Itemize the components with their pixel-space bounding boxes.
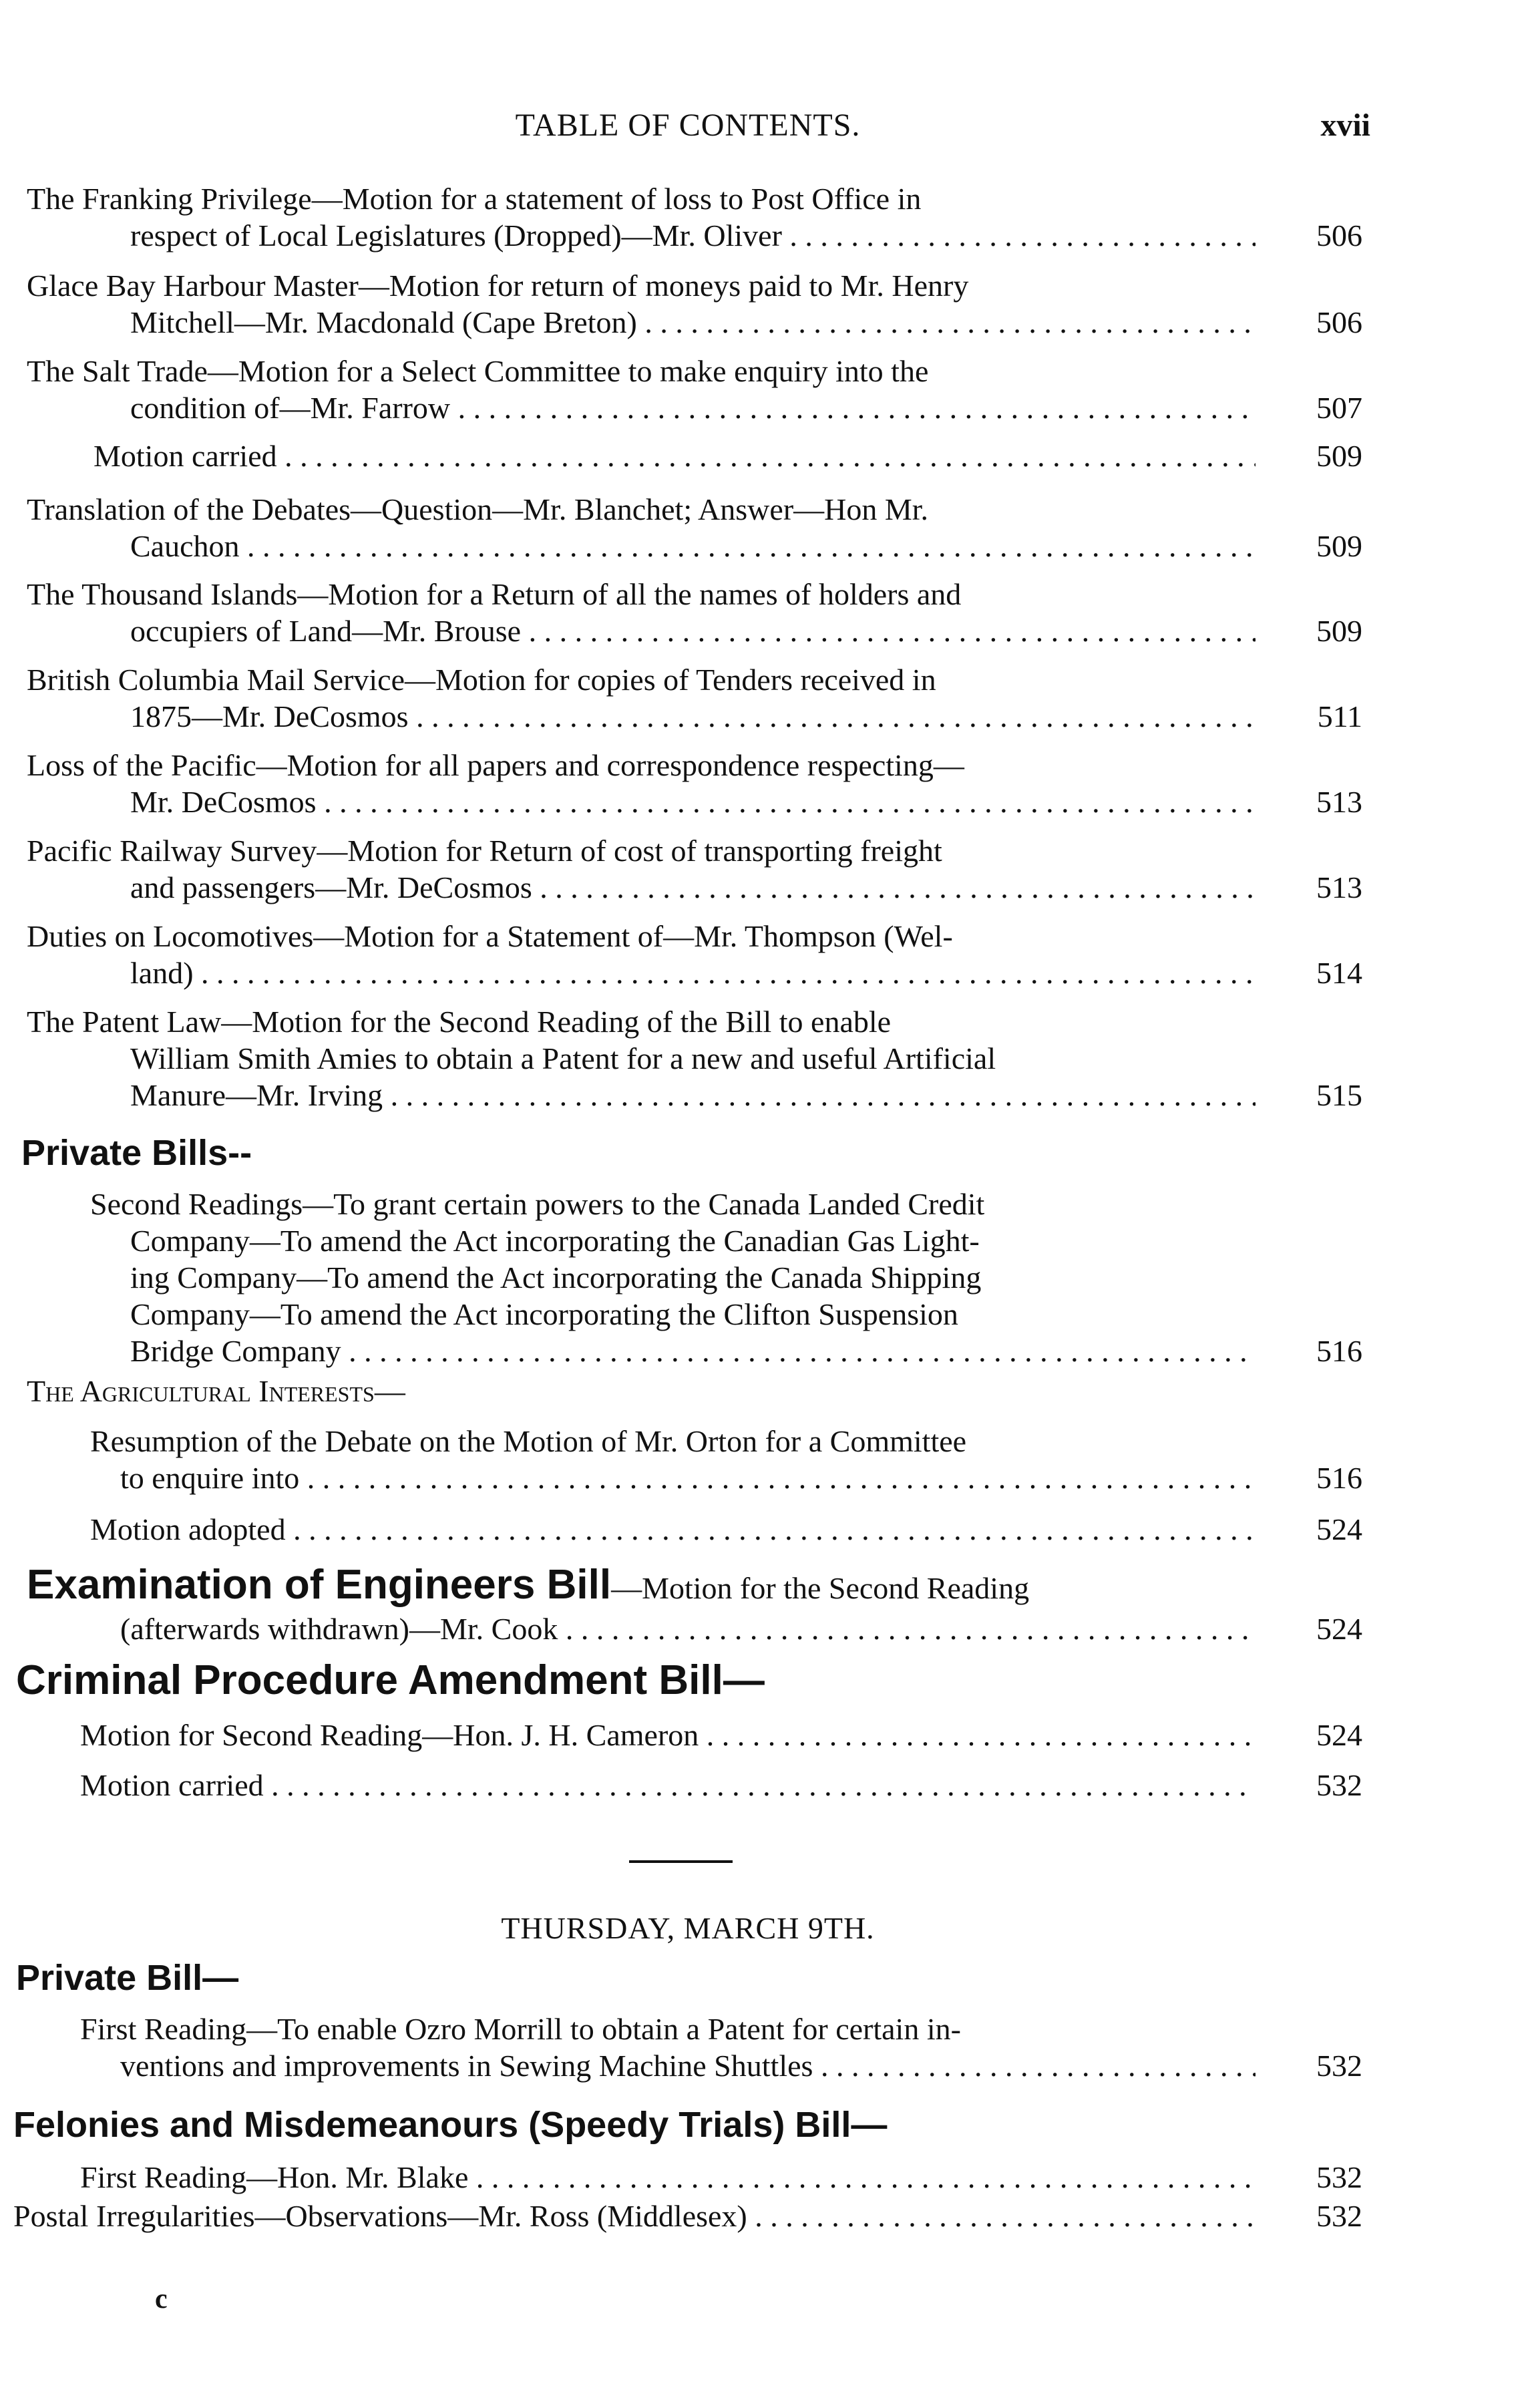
- page-ref: 506: [1316, 218, 1362, 252]
- entry-line: condition of—Mr. Farrow . . .: [27, 389, 1256, 426]
- entry-line: Bridge Company . . .: [27, 1333, 1256, 1369]
- entry-line: British Columbia Mail Service—Motion for copies of Tenders received in: [27, 663, 936, 697]
- page-ref: 515: [1316, 1078, 1362, 1112]
- toc-entry: [27, 1563, 1362, 1647]
- section-heading: Felonies and Misdemeanours (Speedy Trials) Bill—: [13, 2105, 888, 2145]
- entry-line: ing Company—To amend the Act incorporating the Canada Shipping: [130, 1260, 982, 1295]
- entry-line: Motion for Second Reading—Hon. J. H. Cameron . . .: [27, 1717, 1256, 1753]
- divider: [629, 1860, 733, 1863]
- page-ref: 524: [1316, 1718, 1362, 1752]
- toc-entry: [27, 576, 1362, 649]
- entry-line: Pacific Railway Survey—Motion for Return of cost of transporting freight: [27, 834, 942, 868]
- entry-line: First Reading—To enable Ozro Morrill to obtain a Patent for certain in-: [80, 2012, 961, 2046]
- section-heading: Private Bills--: [21, 1133, 252, 1173]
- page-title: TABLE OF CONTENTS.: [515, 108, 861, 143]
- entry-line: respect of Local Legislatures (Dropped)—Mr. Oliver . . .: [27, 217, 1256, 254]
- page-ref: 511: [1317, 699, 1362, 733]
- page-ref: 513: [1316, 870, 1362, 904]
- entry-line: land) . . .: [27, 955, 1256, 991]
- page-ref: 516: [1316, 1461, 1362, 1495]
- signature-mark: c: [155, 2284, 168, 2314]
- entry-line: Second Readings—To grant certain powers to the Canada Landed Credit: [90, 1187, 985, 1221]
- page-number: xvii: [1320, 108, 1370, 143]
- entry-line: Postal Irregularities—Observations—Mr. Ross (Middlesex) . . .: [13, 2198, 1256, 2234]
- entry-line: Loss of the Pacific—Motion for all papers and correspondence respecting—: [27, 748, 964, 782]
- entry-line: Motion adopted . . .: [27, 1511, 1256, 1548]
- entry-line: to enquire into . . .: [27, 1459, 1256, 1496]
- entry-line: occupiers of Land—Mr. Brouse . . .: [27, 613, 1256, 649]
- section-heading: Criminal Procedure Amendment Bill—: [16, 1657, 765, 1703]
- section-heading: Private Bill—: [16, 1958, 239, 1998]
- toc-entry: [27, 180, 1362, 254]
- entry-line: Cauchon . . .: [27, 528, 1256, 564]
- entry-line: and passengers—Mr. DeCosmos . . .: [27, 869, 1256, 906]
- entry-line: Company—To amend the Act incorporating the Canadian Gas Light-: [130, 1224, 980, 1258]
- page-ref: 509: [1316, 529, 1362, 563]
- toc-entry: [27, 661, 1362, 735]
- page-ref: 507: [1316, 391, 1362, 425]
- page-ref: 532: [1316, 2160, 1362, 2194]
- entry-line: 1875—Mr. DeCosmos . . .: [27, 698, 1256, 735]
- entry-line: Glace Bay Harbour Master—Motion for return of moneys paid to Mr. Henry: [27, 269, 969, 303]
- page-ref: 532: [1316, 2049, 1362, 2083]
- toc-entry: [27, 832, 1362, 906]
- entry-line: The Salt Trade—Motion for a Select Committee to make enquiry into the: [27, 354, 929, 388]
- toc-entry: [27, 1186, 1362, 1369]
- entry-line: Examination of Engineers Bill—Motion for the Second Reading: [27, 1563, 1030, 1608]
- entry-line: Mr. DeCosmos . . .: [27, 784, 1256, 820]
- toc-entry: [27, 1767, 1362, 1803]
- toc-entry: [13, 2198, 1362, 2234]
- section-heading: [27, 1373, 1362, 1409]
- toc-entry: [27, 353, 1362, 426]
- entry-line: (afterwards withdrawn)—Mr. Cook . . .: [27, 1610, 1256, 1647]
- page-ref: 509: [1316, 439, 1362, 473]
- page-ref: 532: [1316, 1768, 1362, 1802]
- entry-line: Resumption of the Debate on the Motion of Mr. Orton for a Committee: [90, 1424, 967, 1458]
- toc-entry: [27, 2011, 1362, 2084]
- toc-entry: [27, 438, 1362, 474]
- toc-entry: [27, 491, 1362, 564]
- entry-line: Company—To amend the Act incorporating the Clifton Suspension: [130, 1297, 958, 1331]
- toc-entry: [27, 2159, 1362, 2196]
- entry-line: William Smith Amies to obtain a Patent for a new and useful Artificial: [130, 1041, 996, 1075]
- page-ref: 513: [1316, 785, 1362, 819]
- toc-entry: [27, 1003, 1362, 1113]
- toc-entry: [27, 267, 1362, 341]
- entry-line: Motion carried . . .: [27, 1767, 1256, 1803]
- toc-entry: [27, 747, 1362, 820]
- page-ref: 532: [1316, 2199, 1362, 2233]
- entry-line: The Thousand Islands—Motion for a Return of all the names of holders and: [27, 577, 962, 611]
- entry-line: First Reading—Hon. Mr. Blake . . .: [27, 2159, 1256, 2196]
- toc-entry: [27, 1717, 1362, 1753]
- entry-line: ventions and improvements in Sewing Machine Shuttles . . .: [27, 2047, 1256, 2084]
- entry-line: The Franking Privilege—Motion for a statement of loss to Post Office in: [27, 182, 922, 216]
- date-heading: THURSDAY, MARCH 9TH.: [501, 1911, 875, 1945]
- heading-text: The Agricultural Interests—: [27, 1374, 405, 1408]
- page-header: [0, 107, 1540, 154]
- page-ref: 509: [1316, 614, 1362, 648]
- toc-entry: [27, 918, 1362, 991]
- page-ref: 524: [1316, 1612, 1362, 1646]
- page-ref: 506: [1316, 305, 1362, 339]
- entry-line: Mitchell—Mr. Macdonald (Cape Breton) . . .: [27, 304, 1256, 341]
- entry-line: Duties on Locomotives—Motion for a Statement of—Mr. Thompson (Wel-: [27, 919, 953, 953]
- toc-entry: [27, 1511, 1362, 1548]
- entry-line: Manure—Mr. Irving . . .: [27, 1077, 1256, 1113]
- page-ref: 524: [1316, 1512, 1362, 1546]
- entry-line: Translation of the Debates—Question—Mr. Blanchet; Answer—Hon Mr.: [27, 492, 929, 526]
- page-ref: 516: [1316, 1334, 1362, 1368]
- entry-line: Motion carried . . .: [27, 438, 1256, 474]
- entry-line: The Patent Law—Motion for the Second Reading of the Bill to enable: [27, 1005, 892, 1039]
- toc-entry: [27, 1423, 1362, 1496]
- page-ref: 514: [1316, 956, 1362, 990]
